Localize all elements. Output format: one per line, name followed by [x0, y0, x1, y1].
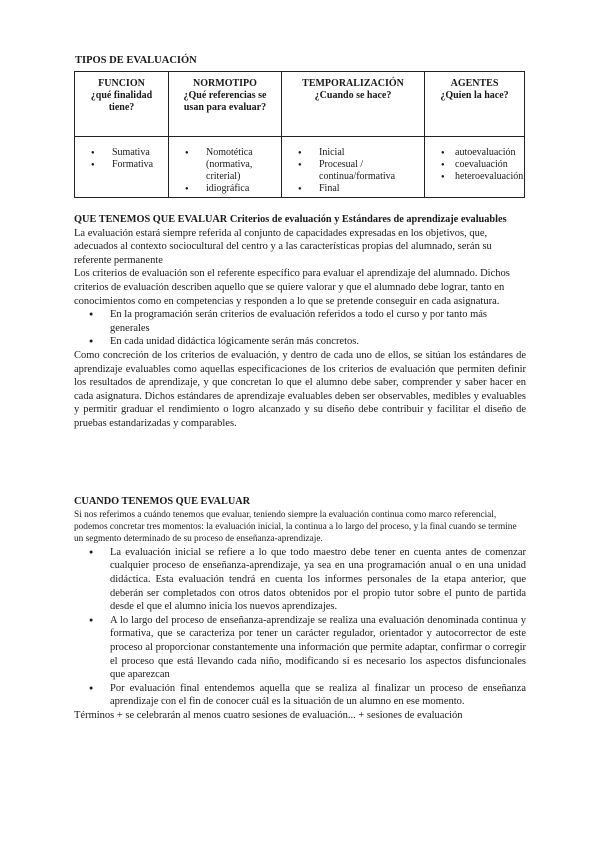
table-header-row [75, 72, 525, 137]
bullet-list [74, 308, 526, 349]
cell-normotipo [169, 137, 282, 198]
table-body-row [75, 137, 525, 198]
list-item: ● Nomotética (normativa, criterial) [169, 147, 281, 183]
list-item: ● coevaluación [425, 159, 524, 171]
heading-tipos-evaluacion: TIPOS DE EVALUACIÓN [75, 55, 197, 66]
header-question: ¿Cuando se hace? [314, 90, 392, 101]
header-temporalizacion [282, 72, 425, 137]
header-title: AGENTES [450, 78, 499, 89]
list-item: ● Inicial [282, 147, 424, 159]
list-item: ● En la programación serán criterios de evaluación referidos a todo el curso y por tanto más generales [74, 308, 526, 335]
list-item: ● Por evaluación final entendemos aquella que se realiza al finalizar un proceso de enseñanza aprendizaje con el fin de conocer cuál es la situación de un alumno en ese momento. [74, 682, 526, 709]
cell-temporalizacion [282, 137, 425, 198]
list-item: ● A lo largo del proceso de enseñanza-aprendizaje se realiza una evaluación denominada continua y formativa, que se caracteriza por tener un carácter regulador, orientador y autocorrector de este proceso al proporcionar constantemente una información que permite adaptar, confirmar o corregir el proceso que está llevando cada niño, modificando si es necesario los aspectos disfuncionales que aparezcan [74, 614, 526, 682]
paragraph: Si nos referimos a cuándo tenemos que evaluar, teniendo siempre la evaluación continua como marco referencial, podemos concretar tres momentos: la evaluación inicial, la continua a lo largo del proceso, y la final cuando se termine un segmento determinado de su proceso de enseñanza-aprendizaje. [74, 509, 517, 545]
list-item: ● idiográfica [169, 183, 281, 195]
cell-agentes [425, 137, 525, 198]
header-funcion [75, 72, 169, 137]
list-item: ● En cada unidad didáctica lógicamente serán más concretos. [74, 335, 526, 349]
section-heading: CUANDO TENEMOS QUE EVALUAR [74, 496, 251, 507]
header-question: ¿Quien la hace? [440, 90, 509, 101]
cell-funcion [75, 137, 169, 198]
evaluation-types-table [74, 71, 525, 198]
header-title: NORMOTIPO [193, 78, 257, 89]
closing-line: Términos + se celebrarán al menos cuatro sesiones de evaluación... + sesiones de evaluación [74, 709, 463, 721]
header-normotipo [169, 72, 282, 137]
section-heading: QUE TENEMOS QUE EVALUAR Criterios de evaluación y Estándares de aprendizaje evaluables [74, 214, 507, 225]
header-title: FUNCION [98, 78, 145, 89]
section-que-evaluar [74, 213, 526, 431]
header-agentes [425, 72, 525, 137]
list-item: ● Final [282, 183, 424, 195]
bullet-list [74, 546, 526, 709]
list-item: ● heteroevaluación [425, 171, 524, 183]
paragraph: La evaluación estará siempre referida al conjunto de capacidades expresadas en los objetivos, que, adecuados al contexto sociocultural del centro y a las características propias del alumnado, serán su referente permanente [74, 227, 492, 266]
list-item: ● La evaluación inicial se refiere a lo que todo maestro debe tener en cuenta antes de comenzar cualquier proceso de enseñanza-aprendizaje, ya sea en una programación anual o en una unidad didáctica. Esta evaluación tendrá en cuenta los informes personales de la etapa anterior, que deberán ser completados con otros datos obtenidos por el propio tutor sobre el punto de partida desde el que el alumno inicia los nuevos aprendizajes. [74, 546, 526, 614]
paragraph: Como concreción de los criterios de evaluación, y dentro de cada uno de ellos, se sitúan los estándares de aprendizaje evaluables como aquellas especificaciones de los criterios de evaluación que permiten definir los resultados de aprendizaje, y que concretan lo que el alumno debe saber, comprender y saber hacer en cada asignatura. Dichos estándares de aprendizaje evaluables deben ser observables, medibles y evaluables y permitir graduar el rendimiento o logro alcanzado y su diseño debe contribuir y facilitar el diseño de pruebas estandarizadas y comparables. [74, 349, 526, 429]
header-question: ¿qué finalidad tiene? [90, 90, 153, 113]
paragraph: Los criterios de evaluación son el referente específico para evaluar el aprendizaje del alumnado. Dichos criterios de evaluación describen aquello que se quiere valorar y que el alumnado debe lograr, tanto en conocimientos como en competencias y responden a lo que se pretende conseguir en cada asignatura. [74, 268, 510, 307]
header-title: TEMPORALIZACIÓN [302, 78, 404, 89]
list-item: ● Sumativa [75, 147, 168, 159]
list-item: ● autoevaluación [425, 147, 524, 159]
list-item: ● Procesual / continua/formativa [282, 159, 424, 183]
list-item: ● Formativa [75, 159, 168, 171]
section-cuando-evaluar [74, 495, 526, 723]
header-question: ¿Qué referencias se usan para evaluar? [183, 90, 267, 113]
